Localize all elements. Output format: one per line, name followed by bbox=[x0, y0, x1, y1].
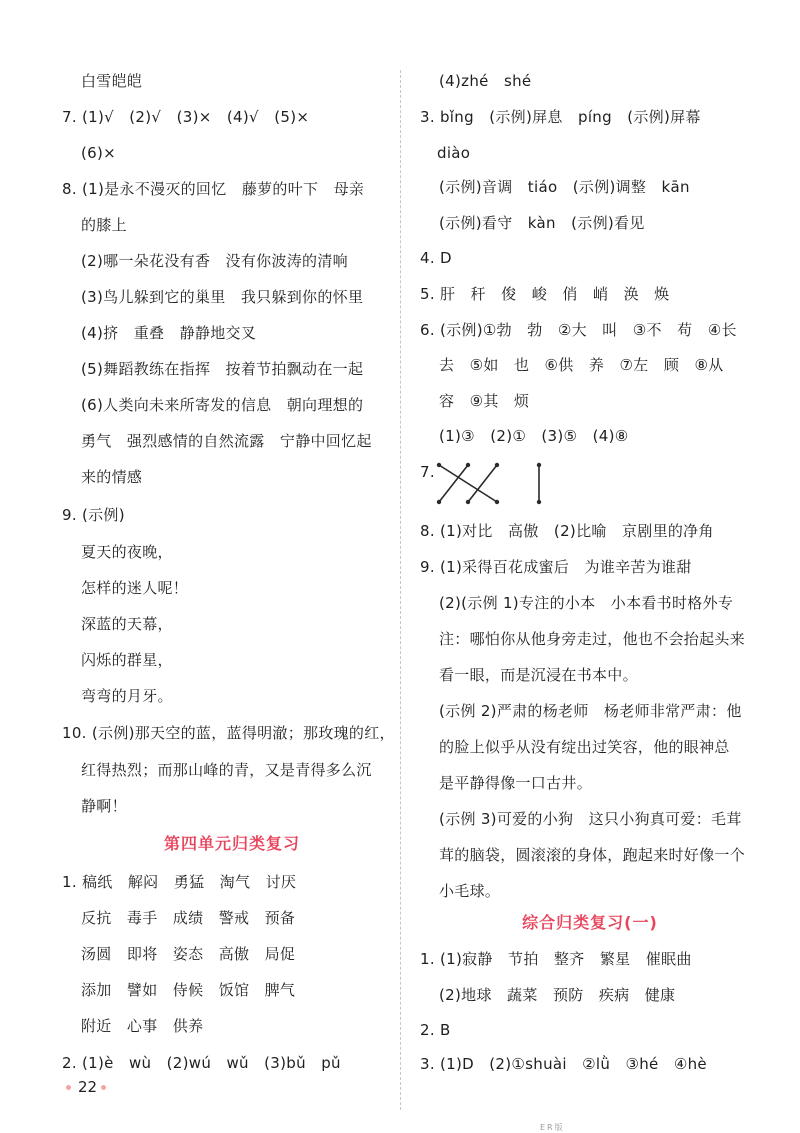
answer-line: 7. (1)√ (2)√ (3)× (4)√ (5)× bbox=[62, 108, 310, 126]
page-number-dot-icon bbox=[66, 1085, 71, 1090]
answer-line: 来的情感 bbox=[81, 468, 143, 486]
answer-line: (2)地球 蔬菜 预防 疾病 健康 bbox=[439, 986, 676, 1004]
match-line bbox=[439, 465, 497, 502]
poem-line: 夏天的夜晚， bbox=[81, 543, 173, 561]
answer-line: 白雪皑皑 bbox=[81, 72, 143, 90]
answer-line: 的膝上 bbox=[81, 216, 127, 234]
answer-line: 8. (1)是永不漫灭的回忆 藤萝的叶下 母亲 bbox=[62, 180, 365, 198]
answer-line: 反抗 毒手 成绩 警戒 预备 bbox=[81, 909, 296, 927]
answer-line: 5. 肝 秆 俊 峻 俏 峭 涣 焕 bbox=[420, 285, 670, 303]
page-number-dot-icon bbox=[101, 1085, 106, 1090]
poem-line: 怎样的迷人呢！ bbox=[81, 579, 189, 597]
answer-line: (6)× bbox=[81, 144, 117, 162]
poem-line: 弯弯的月牙。 bbox=[81, 687, 173, 705]
answer-line: (3)鸟儿躲到它的巢里 我只躲到你的怀里 bbox=[81, 288, 364, 306]
answer-line: 9. (示例) bbox=[62, 506, 125, 524]
answer-line: 9. (1)采得百花成蜜后 为谁辛苦为谁甜 bbox=[420, 558, 692, 576]
answer-line: 添加 譬如 侍候 饭馆 脾气 bbox=[81, 981, 296, 999]
answer-line: 10. (示例)那天空的蓝，蓝得明澈；那玫瑰的红， bbox=[62, 724, 395, 742]
match-dot bbox=[437, 500, 441, 504]
answer-line: (6)人类向未来所寄发的信息 朝向理想的 bbox=[81, 396, 364, 414]
answer-line: 注：哪怕你从他身旁走过，他也不会抬起头来 bbox=[439, 630, 746, 648]
match-dot bbox=[495, 500, 499, 504]
match-line bbox=[468, 465, 497, 502]
answer-line: 1. (1)寂静 节拍 整齐 繁星 催眠曲 bbox=[420, 950, 692, 968]
answer-line: 静啊！ bbox=[81, 797, 127, 815]
poem-line: 闪烁的群星， bbox=[81, 651, 173, 669]
match-dot bbox=[466, 463, 470, 467]
answer-line: (示例)看守 kàn (示例)看见 bbox=[439, 214, 645, 232]
answer-line: 1. 稿纸 解闷 勇猛 淘气 讨厌 bbox=[62, 873, 297, 891]
answer-line: 汤圆 即将 姿态 高傲 局促 bbox=[81, 945, 296, 963]
answer-line: (2)(示例 1)专注的小本 小本看书时格外专 bbox=[439, 594, 734, 612]
answer-line: 红得热烈；而那山峰的青，又是青得多么沉 bbox=[81, 761, 372, 779]
answer-line: 3. bǐng (示例)屏息 píng (示例)屏幕 bbox=[420, 108, 701, 126]
answer-line: diào bbox=[437, 144, 471, 162]
answer-line: 7. bbox=[420, 463, 435, 481]
column-divider bbox=[400, 70, 401, 1110]
poem-line: 深蓝的天幕， bbox=[81, 615, 173, 633]
answer-line: 2. B bbox=[420, 1021, 451, 1039]
matching-lines-diagram bbox=[436, 461, 546, 507]
answer-line: (4)挤 重叠 静静地交叉 bbox=[81, 324, 257, 342]
answer-line: 附近 心事 供养 bbox=[81, 1017, 204, 1035]
answer-line: 看一眼，而是沉浸在书本中。 bbox=[439, 666, 638, 684]
page-number: 22 bbox=[78, 1078, 98, 1096]
match-dot bbox=[537, 463, 541, 467]
answer-line: (示例)音调 tiáo (示例)调整 kān bbox=[439, 178, 690, 196]
answer-line: (4)zhé shé bbox=[439, 72, 532, 90]
answer-line: (5)舞蹈教练在指挥 按着节拍飘动在一起 bbox=[81, 360, 364, 378]
answer-line: 的脸上似乎从没有绽出过笑容，他的眼神总 bbox=[439, 738, 730, 756]
match-dot bbox=[437, 463, 441, 467]
answer-line: (示例 2)严肃的杨老师 杨老师非常严肃：他 bbox=[439, 702, 742, 720]
answer-line: 6. (示例)①勃 勃 ②大 叫 ③不 苟 ④长 bbox=[420, 321, 737, 339]
answer-line: 小毛球。 bbox=[439, 882, 501, 900]
answer-line: 容 ⑨其 烦 bbox=[439, 392, 530, 410]
match-dot bbox=[495, 463, 499, 467]
match-dot bbox=[466, 500, 470, 504]
answer-line: 4. D bbox=[420, 249, 452, 267]
answer-line: 茸的脑袋，圆滚滚的身体，跑起来时好像一个 bbox=[439, 846, 746, 864]
answer-line: (示例 3)可爱的小狗 这只小狗真可爱：毛茸 bbox=[439, 810, 742, 828]
answer-line: 3. (1)D (2)①shuài ②lǜ ③hé ④hè bbox=[420, 1055, 707, 1073]
answer-line: 勇气 强烈感情的自然流露 宁静中回忆起 bbox=[81, 432, 372, 450]
right-column bbox=[420, 0, 760, 1131]
section-title-unit4: 第四单元归类复习 bbox=[163, 834, 300, 853]
footer-mark: ER版 bbox=[540, 1123, 565, 1132]
answer-line: (1)③ (2)① (3)⑤ (4)⑧ bbox=[439, 427, 629, 445]
match-line bbox=[439, 465, 468, 502]
section-title-comprehensive: 综合归类复习(一) bbox=[522, 913, 658, 932]
answer-line: 去 ⑤如 也 ⑥供 养 ⑦左 顾 ⑧从 bbox=[439, 356, 724, 374]
answer-line: 8. (1)对比 高傲 (2)比喻 京剧里的净角 bbox=[420, 522, 714, 540]
left-column bbox=[62, 0, 402, 1131]
answer-line: (2)哪一朵花没有香 没有你波涛的清响 bbox=[81, 252, 348, 270]
match-dot bbox=[537, 500, 541, 504]
answer-line: 2. (1)è wù (2)wú wǔ (3)bǔ pǔ bbox=[62, 1054, 341, 1072]
answer-line: 是平静得像一口古井。 bbox=[439, 774, 593, 792]
